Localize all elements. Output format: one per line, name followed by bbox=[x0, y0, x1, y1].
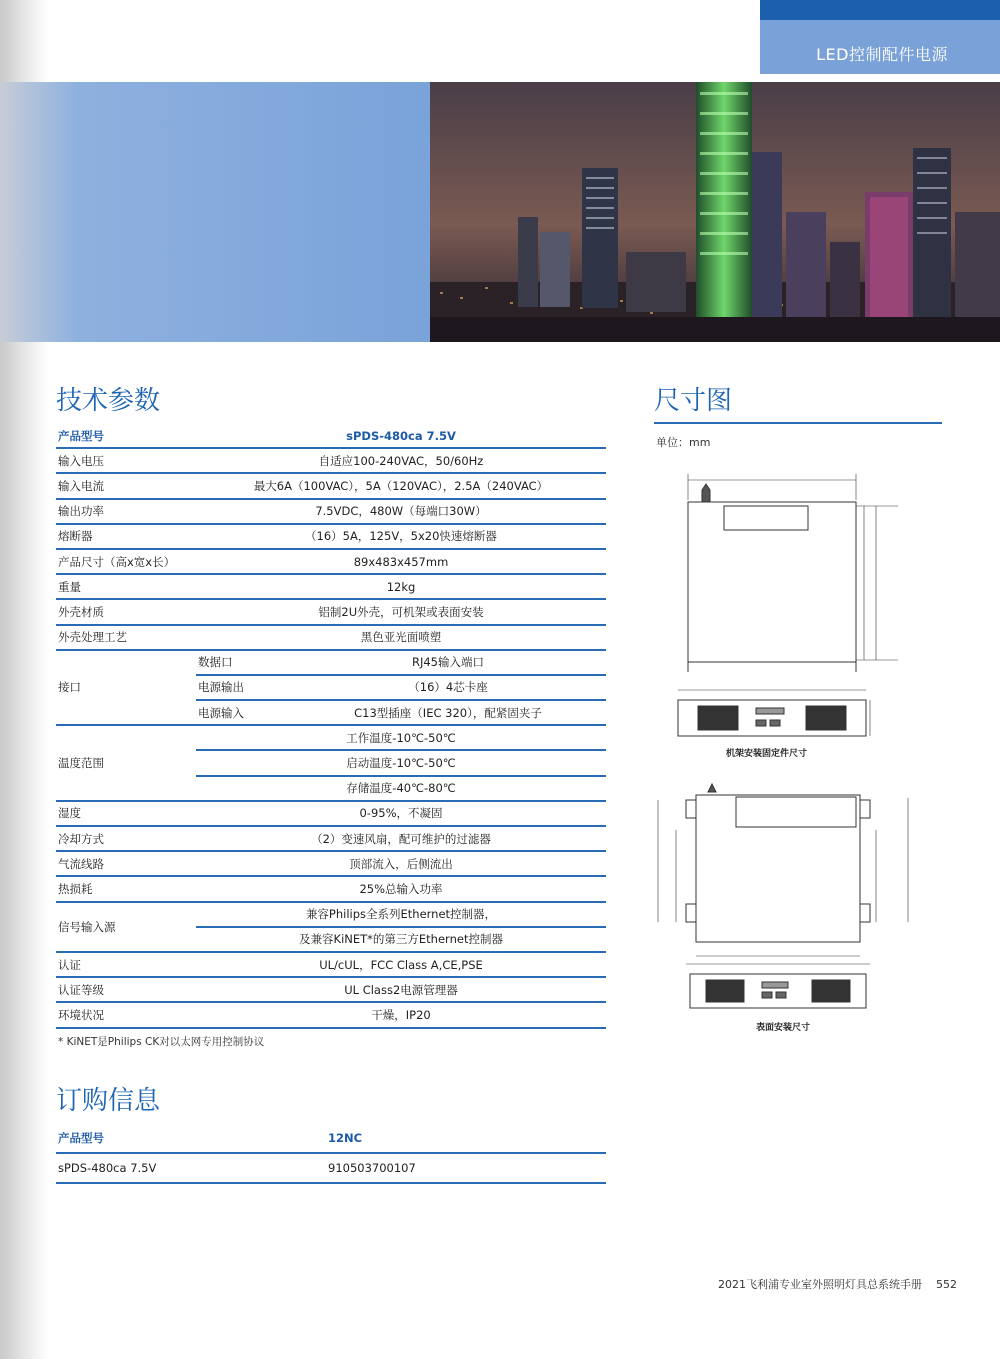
table-row bbox=[56, 876, 606, 901]
table-row bbox=[56, 1124, 606, 1153]
spec-value: 顶部流入，后侧流出 bbox=[196, 851, 606, 876]
dims-unit: 单位：mm bbox=[656, 436, 711, 449]
footnote: * KiNET是Philips CK对以太网专用控制协议 bbox=[58, 1036, 265, 1048]
spec-value: 兼容Philips全系列Ethernet控制器， bbox=[196, 902, 606, 927]
spec-label: 输入电压 bbox=[56, 448, 196, 473]
spec-value: 工作温度-10℃-50℃ bbox=[196, 725, 606, 750]
spec-label: 温度范围 bbox=[56, 725, 196, 801]
order-table bbox=[56, 1124, 606, 1184]
banner-color-block bbox=[0, 82, 430, 342]
table-row bbox=[56, 625, 606, 650]
spec-label: 冷却方式 bbox=[56, 826, 196, 851]
spec-label: 接口 bbox=[56, 650, 196, 726]
table-row bbox=[56, 574, 606, 599]
spec-value: 铝制2U外壳，可机架或表面安装 bbox=[196, 599, 606, 624]
table-row bbox=[56, 599, 606, 624]
category-tab-label: LED控制配件电源 bbox=[816, 45, 948, 64]
spec-value: （2）变速风扇，配可维护的过滤器 bbox=[196, 826, 606, 851]
tech-section-title: 技术参数 bbox=[56, 386, 161, 416]
spec-label: 湿度 bbox=[56, 801, 196, 826]
order-section-title: 订购信息 bbox=[56, 1086, 161, 1116]
spec-label: 认证 bbox=[56, 952, 196, 977]
spec-label: 信号输入源 bbox=[56, 902, 196, 952]
spec-label: 产品型号 bbox=[56, 424, 196, 448]
spec-label: 认证等级 bbox=[56, 977, 196, 1002]
table-row bbox=[56, 851, 606, 876]
spec-value: 自适应100-240VAC，50/60Hz bbox=[196, 448, 606, 473]
page-number: 552 bbox=[936, 1278, 957, 1291]
spec-value: 干燥，IP20 bbox=[196, 1002, 606, 1027]
spec-sublabel: 电源输入 bbox=[196, 700, 290, 725]
order-header-model: 产品型号 bbox=[56, 1124, 326, 1153]
table-row bbox=[56, 448, 606, 473]
spec-value: UL/cUL，FCC Class A,CE,PSE bbox=[196, 952, 606, 977]
order-model: sPDS-480ca 7.5V bbox=[56, 1153, 326, 1183]
table-row bbox=[56, 952, 606, 977]
spec-label: 熔断器 bbox=[56, 524, 196, 549]
table-row bbox=[56, 424, 606, 448]
spec-value: 0-95%，不凝固 bbox=[196, 801, 606, 826]
caption-surface-mount: 表面安装尺寸 bbox=[756, 1023, 811, 1033]
spec-label: 输出功率 bbox=[56, 499, 196, 524]
spec-label: 产品尺寸（高x宽x长） bbox=[56, 549, 196, 574]
spec-value: UL Class2电源管理器 bbox=[196, 977, 606, 1002]
table-row bbox=[56, 549, 606, 574]
spec-value: 12kg bbox=[196, 574, 606, 599]
footer-book-title: 2021飞利浦专业室外照明灯具总系统手册 bbox=[718, 1278, 922, 1291]
spec-value: 黑色亚光面喷塑 bbox=[196, 625, 606, 650]
spec-value: （16）5A，125V，5x20快速熔断器 bbox=[196, 524, 606, 549]
table-row bbox=[56, 801, 606, 826]
spec-value: C13型插座（IEC 320），配紧固夹子 bbox=[290, 700, 606, 725]
spec-label: 外壳材质 bbox=[56, 599, 196, 624]
dims-title-rule bbox=[654, 422, 942, 424]
category-tab-stripe bbox=[760, 0, 1000, 20]
caption-rack-mount: 机架安装固定件尺寸 bbox=[726, 749, 808, 759]
spec-label: 热损耗 bbox=[56, 876, 196, 901]
spec-value: 89x483x457mm bbox=[196, 549, 606, 574]
spec-label: 输入电流 bbox=[56, 473, 196, 498]
spec-sublabel: 数据口 bbox=[196, 650, 290, 675]
spec-table bbox=[56, 424, 606, 1029]
spec-value: sPDS-480ca 7.5V bbox=[196, 424, 606, 448]
table-row bbox=[56, 524, 606, 549]
spec-label: 气流线路 bbox=[56, 851, 196, 876]
table-row bbox=[56, 1153, 606, 1183]
order-header-12nc: 12NC bbox=[326, 1124, 606, 1153]
order-12nc: 910503700107 bbox=[326, 1153, 606, 1183]
spec-label: 环境状况 bbox=[56, 1002, 196, 1027]
spec-value: RJ45输入端口 bbox=[290, 650, 606, 675]
table-row bbox=[56, 650, 606, 675]
spec-value: 存储温度-40℃-80℃ bbox=[196, 776, 606, 801]
page-footer bbox=[718, 1276, 957, 1292]
spec-value: 25%总输入功率 bbox=[196, 876, 606, 901]
table-row bbox=[56, 1002, 606, 1027]
dims-section-title: 尺寸图 bbox=[654, 386, 733, 416]
spec-value: （16）4芯卡座 bbox=[290, 675, 606, 700]
banner-city-photo bbox=[430, 82, 1000, 342]
category-tab bbox=[760, 0, 1000, 74]
spec-label: 重量 bbox=[56, 574, 196, 599]
table-row bbox=[56, 499, 606, 524]
spec-value: 7.5VDC，480W（每端口30W） bbox=[196, 499, 606, 524]
spec-value: 启动温度-10℃-50℃ bbox=[196, 750, 606, 775]
spec-value: 最大6A（100VAC），5A（120VAC），2.5A（240VAC） bbox=[196, 473, 606, 498]
table-row bbox=[56, 725, 606, 750]
spec-value: 及兼容KiNET*的第三方Ethernet控制器 bbox=[196, 927, 606, 952]
spec-sublabel: 电源输出 bbox=[196, 675, 290, 700]
table-row bbox=[56, 826, 606, 851]
spec-label: 外壳处理工艺 bbox=[56, 625, 196, 650]
table-row bbox=[56, 902, 606, 927]
table-row bbox=[56, 473, 606, 498]
table-row bbox=[56, 977, 606, 1002]
